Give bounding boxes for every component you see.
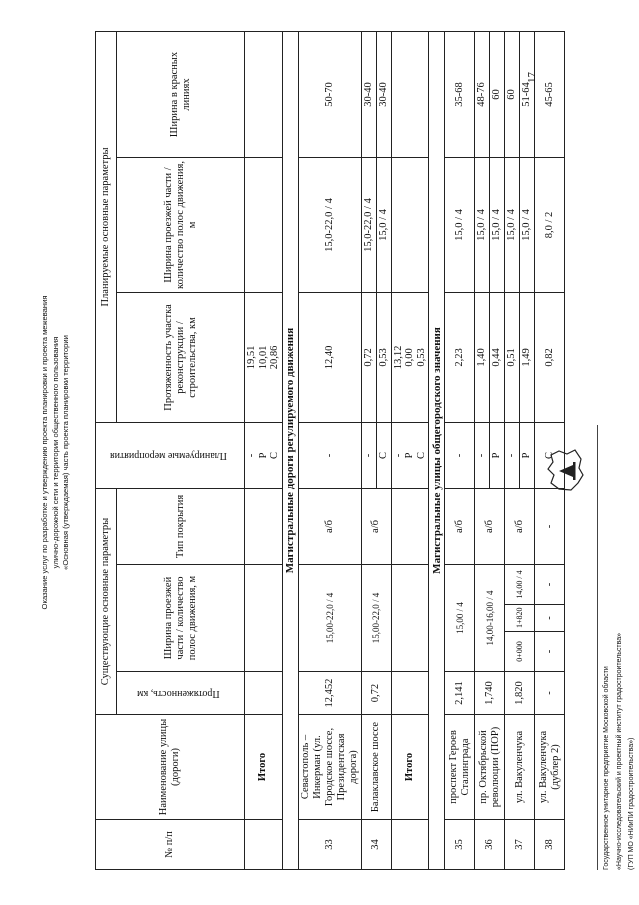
row-width: 15,00-22,0 / 4 bbox=[298, 565, 361, 672]
row-plan-width: 15,0 / 4 bbox=[490, 157, 505, 292]
row-num: 35 bbox=[445, 820, 475, 870]
row-width: 15,00-22,0 / 4 bbox=[361, 565, 391, 672]
document-header bbox=[40, 0, 72, 905]
row-measure: - bbox=[505, 422, 520, 488]
row-width: 14,00-16,00 / 4 bbox=[475, 565, 505, 672]
table-cell bbox=[391, 565, 429, 672]
row-length: 12,452 bbox=[298, 672, 361, 715]
row-plan-length: 1,49 bbox=[520, 292, 535, 422]
row-measure: Р bbox=[520, 422, 535, 488]
page-number: 17 bbox=[526, 72, 538, 83]
total-measure-3: С bbox=[415, 451, 427, 459]
row-num: 33 bbox=[298, 820, 361, 870]
row-plan-length: 0,82 bbox=[535, 292, 565, 422]
row-num: 34 bbox=[361, 820, 391, 870]
col-header-plan-width: Ширина проезжей части / количество полос движения, м bbox=[117, 157, 245, 292]
row-width: 14,00 / 4 bbox=[505, 565, 535, 605]
col-header-width-exist: Ширина проезжей части / количество полос движения, м bbox=[117, 565, 245, 672]
col-header-length bbox=[117, 672, 245, 715]
row-red: 60 bbox=[490, 31, 505, 157]
total-length-3: 0,53 bbox=[415, 348, 427, 367]
table-cell bbox=[391, 488, 429, 564]
row-measure: С bbox=[535, 422, 565, 488]
table-cell bbox=[245, 820, 283, 870]
row-km-to: 1+820 bbox=[505, 605, 535, 632]
row-red: 60 bbox=[505, 31, 520, 157]
col-header-measures bbox=[96, 422, 245, 488]
total-lengths bbox=[391, 292, 429, 422]
row-width: 15,00 / 4 bbox=[445, 565, 475, 672]
row-measure: - bbox=[445, 422, 475, 488]
total-label: Итого bbox=[391, 715, 429, 820]
row-plan-length: 12,40 bbox=[298, 292, 361, 422]
row-plan-width: 15,0 / 4 bbox=[475, 157, 490, 292]
row-plan-width: 8,0 / 2 bbox=[535, 157, 565, 292]
footer-line-2: «Научно-исследовательский и проектный институт градостроительства» bbox=[615, 632, 623, 870]
table-cell bbox=[245, 157, 283, 292]
row-length: - bbox=[535, 672, 565, 715]
table-cell bbox=[245, 488, 283, 564]
row-plan-width: 15,0 / 4 bbox=[505, 157, 520, 292]
row-red: 50-70 bbox=[298, 31, 361, 157]
col-header-existing: Существующие основные параметры bbox=[96, 488, 117, 714]
header-line-1: Оказание услуг по разработке и утверждению проекта планировки и проекта межевания bbox=[40, 295, 49, 610]
row-length: 1,740 bbox=[475, 672, 505, 715]
length-header-text: Протяженность, км bbox=[137, 688, 220, 699]
row-length: 0,72 bbox=[361, 672, 391, 715]
total-measure-1: - bbox=[392, 453, 404, 458]
row-num: 37 bbox=[505, 820, 535, 870]
total-length-2: 10,01 bbox=[257, 345, 269, 370]
table-cell bbox=[391, 672, 429, 715]
row-plan-length: 2,23 bbox=[445, 292, 475, 422]
row-num: 38 bbox=[535, 820, 565, 870]
row-name: пр. Октябрьской революции (ПОР) bbox=[475, 715, 505, 820]
col-header-num: № п/п bbox=[96, 820, 245, 870]
col-header-name: Наименование улицы (дороги) bbox=[96, 715, 245, 820]
total-measures bbox=[245, 422, 283, 488]
header-line-2: улично-дорожной сети и территории общественного пользования bbox=[50, 336, 60, 569]
table-cell bbox=[391, 820, 429, 870]
row-cover: а/б bbox=[505, 488, 535, 564]
table-cell bbox=[245, 565, 283, 672]
footer-line-1: Государственное унитарное предприятие Московской области bbox=[603, 666, 610, 870]
total-measure-1: - bbox=[246, 453, 257, 458]
row-name: проспект Героев Сталинграда bbox=[445, 715, 475, 820]
total-measures bbox=[391, 422, 429, 488]
total-measure-3: С bbox=[269, 451, 280, 459]
institute-logo-icon bbox=[545, 447, 585, 495]
total-length-2: 0,00 bbox=[404, 348, 415, 367]
row-name: ул. Вакуленчука bbox=[505, 715, 535, 820]
col-header-cover: Тип покрытия bbox=[117, 488, 245, 564]
row-name: Севастополь – Инкерман (ул. Городское шоссе, Президентская дорога) bbox=[298, 715, 361, 820]
row-width: - bbox=[535, 565, 565, 605]
row-plan-width: 15,0 / 4 bbox=[520, 157, 535, 292]
row-measure: - bbox=[298, 422, 361, 488]
row-length: 2,141 bbox=[445, 672, 475, 715]
row-measure: С bbox=[376, 422, 391, 488]
section-title-2: Магистральные улицы общегородского значения bbox=[429, 31, 445, 869]
row-plan-length: 1,40 bbox=[475, 292, 490, 422]
total-lengths bbox=[245, 292, 283, 422]
header-line-3: «Основная (утверждаемая) часть проекта планировки территории bbox=[61, 335, 70, 570]
table-cell bbox=[245, 31, 283, 157]
row-num: 36 bbox=[475, 820, 505, 870]
row-plan-width: 15,0 / 4 bbox=[445, 157, 475, 292]
row-plan-length: 0,53 bbox=[376, 292, 391, 422]
row-plan-width: 15,0-22,0 / 4 bbox=[361, 157, 376, 292]
row-red: 30-40 bbox=[376, 31, 391, 157]
footer-divider bbox=[597, 425, 598, 870]
row-plan-length: 0,51 bbox=[505, 292, 520, 422]
total-measure-2: Р bbox=[257, 452, 269, 459]
footer bbox=[601, 310, 639, 870]
row-measure: - bbox=[361, 422, 376, 488]
row-red: 45-65 bbox=[535, 31, 565, 157]
row-plan-length: 0,72 bbox=[361, 292, 376, 422]
row-cover: а/б bbox=[475, 488, 505, 564]
col-header-planned: Планируемые основные параметры bbox=[96, 31, 117, 422]
col-header-red-lines: Ширина в красных линиях bbox=[117, 31, 245, 157]
row-plan-width: 15,0-22,0 / 4 bbox=[298, 157, 361, 292]
row-red: 30-40 bbox=[361, 31, 376, 157]
table-cell bbox=[391, 157, 429, 292]
row-cover: а/б bbox=[298, 488, 361, 564]
total-label: Итого bbox=[245, 715, 283, 820]
row-name: Балаклавское шоссе bbox=[361, 715, 391, 820]
row-measure: Р bbox=[490, 422, 505, 488]
total-measure-2: Р bbox=[404, 452, 415, 459]
row-km-to: - bbox=[535, 605, 565, 632]
section-title-1: Магистральные дороги регулируемого движения bbox=[282, 31, 298, 869]
row-cover: - bbox=[535, 488, 565, 564]
roads-parameters-table bbox=[95, 31, 565, 870]
measures-header-text: Планируемые мероприятия bbox=[109, 450, 227, 462]
row-length: 1,820 bbox=[505, 672, 535, 715]
row-km-from: - bbox=[535, 632, 565, 672]
row-red: 48-76 bbox=[475, 31, 490, 157]
table-cell bbox=[245, 672, 283, 715]
row-red: 35-68 bbox=[445, 31, 475, 157]
row-red: 51-64 bbox=[520, 31, 535, 157]
col-header-plan-length: Протяженность участка реконструкции / строительства, км bbox=[117, 292, 245, 422]
row-plan-width: 15,0 / 4 bbox=[376, 157, 391, 292]
total-length-1: 19,51 bbox=[246, 345, 257, 370]
table-cell bbox=[391, 31, 429, 157]
row-measure: - bbox=[475, 422, 490, 488]
row-cover: а/б bbox=[361, 488, 391, 564]
row-name: ул. Вакуленчука (дублер 2) bbox=[535, 715, 565, 820]
row-cover: а/б bbox=[445, 488, 475, 564]
row-plan-length: 0,44 bbox=[490, 292, 505, 422]
row-km-from: 0+000 bbox=[505, 632, 535, 672]
footer-line-3: (ГУП МО «НИиПИ градостроительства») bbox=[628, 737, 635, 870]
total-length-3: 20,86 bbox=[269, 345, 280, 370]
total-length-1: 13,12 bbox=[392, 345, 404, 370]
